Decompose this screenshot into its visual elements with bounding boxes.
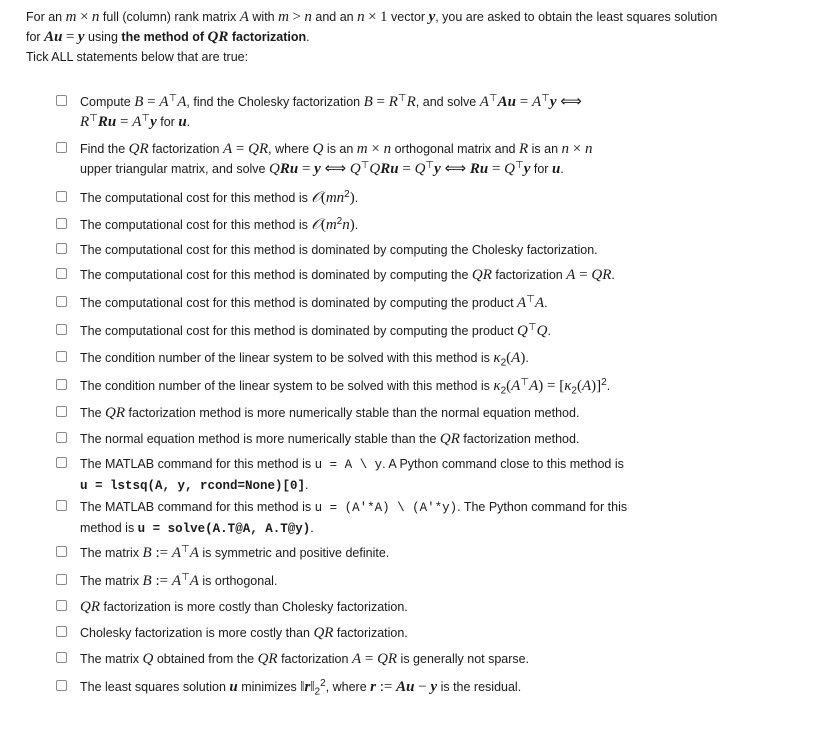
option-text-part: ⊤: [89, 112, 98, 124]
option-text-part: (: [506, 378, 512, 394]
option-text-part: Q: [349, 161, 361, 177]
option-text-part: Q: [414, 161, 426, 177]
option-text-part: ⟺: [320, 161, 350, 177]
option-text-part: The matrix: [80, 652, 143, 666]
option-text-part: .: [186, 115, 191, 129]
option-text-part: A: [132, 114, 142, 130]
intro-instruction: Tick ALL statements below that are true:: [26, 50, 249, 64]
option-text-part: ⟺: [440, 161, 470, 177]
option-text-part: .: [354, 191, 359, 205]
checkbox[interactable]: [56, 296, 67, 307]
option-text-part: QR: [591, 267, 612, 283]
option-text-part: u: [178, 114, 187, 130]
option-text-part: 2: [571, 385, 577, 397]
option-text-part: factorization: [491, 268, 567, 282]
option-text-part: Q: [504, 161, 515, 177]
checkbox[interactable]: [56, 218, 67, 229]
option-text-part: κ: [493, 378, 501, 394]
option-text-part: ⊤: [526, 293, 535, 305]
option-text-part: , and solve: [415, 95, 480, 109]
option-text-part: ): [349, 217, 355, 233]
option-text-part: A: [189, 545, 199, 561]
option-text-part: 2: [500, 357, 507, 369]
option-text-part: ⊤: [141, 112, 151, 124]
option-text-part: QR: [439, 431, 460, 447]
option-text-part: The computational cost for this method is dominated by computing the product: [80, 324, 518, 338]
option-text-part: Au: [497, 94, 516, 110]
checkbox[interactable]: [56, 500, 67, 511]
option-text-part: R: [80, 114, 90, 130]
option-text-part: . The Python command for this: [457, 500, 628, 514]
option-text-part: A: [351, 651, 362, 667]
option-text-part: Q: [312, 141, 324, 157]
checkbox[interactable]: [56, 268, 67, 279]
option-text-part: A: [511, 350, 521, 366]
option-text-part: The computational cost for this method is dominated by computing the: [80, 268, 472, 282]
option-text-part: =: [515, 94, 532, 110]
option-text-part: 𝒪: [311, 217, 321, 233]
option-text-part: ‖: [300, 679, 305, 695]
option-text-part: A: [511, 378, 521, 394]
checkbox[interactable]: [56, 457, 67, 468]
option-text-part: The least squares solution: [80, 680, 230, 694]
checkbox[interactable]: [56, 379, 67, 390]
option-text-part: m: [325, 217, 337, 233]
option-text-part: The computational cost for this method is: [80, 191, 312, 205]
checkbox[interactable]: [56, 626, 67, 637]
option-text-part: Au: [396, 679, 415, 695]
option-text-part: R: [406, 94, 416, 110]
checkbox[interactable]: [56, 652, 67, 663]
option-text-part: Q: [268, 161, 280, 177]
option-text-part: B: [142, 545, 152, 561]
checkbox[interactable]: [56, 432, 67, 443]
checkbox[interactable]: [56, 600, 67, 611]
option-text-part: Ru: [380, 161, 399, 177]
question-intro: [26, 7, 806, 67]
option-text-part: The condition number of the linear system to be solved with this method is: [80, 351, 494, 365]
option-text-part: n: [383, 141, 392, 157]
option-text-part: for: [530, 162, 552, 176]
option-text-part: A: [159, 94, 169, 110]
option-text-part: =: [116, 114, 133, 130]
option-text-part: −: [414, 679, 431, 695]
option-text-part: factorization.: [333, 626, 408, 640]
option-text-part: u = (A'*A) \ (A'*y): [314, 501, 458, 515]
option-text-part: ‖: [310, 679, 315, 695]
option-text-part: ⟺: [556, 94, 582, 110]
option-text-part: obtained from the: [153, 652, 258, 666]
option-text-part: ⊤: [181, 571, 190, 583]
option-text-part: n: [342, 217, 350, 233]
option-text-part: The computational cost for this method is: [80, 218, 312, 232]
option-text-part: is the residual.: [437, 680, 522, 694]
option-text-part: (: [576, 378, 582, 394]
option-text-part: .: [611, 268, 615, 282]
option-text-part: factorization method.: [459, 432, 580, 446]
option-text-part: QR: [105, 405, 126, 421]
option-text-part: method is: [80, 521, 138, 535]
option-text-part: y: [549, 94, 557, 110]
option-text-part: R: [388, 94, 398, 110]
option-text-part: . A Python command close to this method is: [382, 457, 624, 471]
checkbox[interactable]: [56, 351, 67, 362]
option-text-part: 2: [344, 188, 350, 200]
option-text-part: QR: [248, 141, 269, 157]
option-text-part: =: [575, 267, 592, 283]
option-text-part: y: [434, 161, 441, 177]
option-text-part: r: [370, 679, 376, 695]
option-text-part: The condition number of the linear system to be solved with this method is: [80, 379, 494, 393]
option-text-part: ⊤: [397, 92, 407, 104]
option-text-part: , where: [268, 142, 313, 156]
option-text-part: :=: [151, 573, 172, 589]
option-text-part: y: [314, 161, 321, 177]
option-text-part: u: [229, 679, 238, 695]
option-text-part: =: [398, 161, 415, 177]
option-text-part: u: [551, 161, 561, 177]
option-text-part: =: [361, 651, 378, 667]
option-text-part: n: [584, 141, 593, 157]
option-text-part: A: [222, 141, 233, 157]
option-text-part: orthogonal matrix and: [391, 142, 519, 156]
option-text-part: 2: [336, 215, 343, 227]
option-text-part: The: [80, 406, 106, 420]
option-text-part: A: [189, 573, 199, 589]
checkbox[interactable]: [56, 546, 67, 557]
option-text-part: QR: [257, 651, 278, 667]
option-text-part: ⊤: [168, 92, 178, 104]
option-text-part: The MATLAB command for this method is: [80, 457, 315, 471]
option-text-part: A: [529, 378, 539, 394]
option-text-part: 2: [500, 385, 507, 397]
option-text-part: is an: [323, 142, 357, 156]
option-text-part: Find the: [80, 142, 129, 156]
option-text-part: =: [298, 161, 315, 177]
option-text-part: factorization: [148, 142, 223, 156]
option-text-part: Q: [369, 161, 381, 177]
option-text-part: is an: [528, 142, 562, 156]
option-text-part: , where: [325, 680, 371, 694]
checkbox[interactable]: [56, 191, 67, 202]
option-text-part: 2: [320, 677, 326, 689]
option-text-part: ): [349, 190, 355, 206]
option-text-part: The normal equation method is more numerically stable than the: [80, 432, 440, 446]
option-text-part: Ru: [279, 161, 299, 177]
option-text-part: .: [310, 521, 314, 535]
option-text-part: Q: [142, 651, 154, 667]
checkbox[interactable]: [56, 574, 67, 585]
option-text-part: 𝒪: [311, 190, 321, 206]
option-text-part: for: [156, 115, 179, 129]
option-text-part: R: [518, 141, 529, 157]
option-text-part: Q: [536, 323, 548, 339]
option-text-part: u = solve(A.T@A, A.T@y): [137, 522, 311, 536]
option-text-part: The matrix: [80, 574, 143, 588]
option-text-part: QR: [377, 651, 398, 667]
option-text-part: ⊤: [488, 92, 498, 104]
option-text-part: ⊤: [515, 159, 524, 171]
option-text-part: ×: [569, 141, 585, 157]
option-text-part: Q: [517, 323, 528, 339]
option-text-part: n: [561, 141, 569, 157]
option-text-part: ) = [: [538, 378, 565, 394]
option-text-part: is symmetric and positive definite.: [198, 546, 390, 560]
option-text-part: Ru: [469, 161, 489, 177]
option-text-part: r: [304, 679, 311, 695]
option-text-part: factorization: [277, 652, 352, 666]
option-text-part: QR: [80, 599, 100, 615]
intro-line-1: For an m × n full (column) rank matrix A with m > n and an n × 1 vector y, you are asked to obtain the least squares solution: [26, 9, 718, 25]
option-text-part: κ: [564, 378, 572, 394]
option-text-part: u = lstsq(A, y, rcond=None)[0]: [80, 479, 306, 493]
option-text-part: m: [356, 141, 368, 157]
option-text-part: A: [581, 378, 592, 394]
option-text-part: A: [479, 94, 489, 110]
option-text-part: .: [544, 296, 548, 310]
option-text-part: 2: [601, 376, 607, 388]
option-text-part: =: [372, 94, 389, 110]
option-text-part: ⊤: [360, 159, 370, 171]
option-text-part: A: [171, 545, 181, 561]
option-text-part: upper triangular matrix, and solve: [80, 162, 269, 176]
option-text-part: ⊤: [541, 92, 550, 104]
option-text-part: u = A \ y: [314, 458, 383, 472]
option-text-part: , find the Cholesky factorization: [186, 95, 364, 109]
checkbox[interactable]: [56, 95, 67, 106]
checkbox[interactable]: [56, 680, 67, 691]
option-text-part: QR: [471, 267, 492, 283]
option-text-part: The computational cost for this method is dominated by computing the Cholesky factorization.: [80, 243, 598, 257]
option-text-part: 2: [314, 686, 321, 698]
option-text-part: y: [523, 161, 531, 177]
option-text-part: A: [531, 94, 542, 110]
option-text-part: A: [517, 295, 527, 311]
option-text-part: y: [150, 114, 157, 130]
option-text-part: ⊤: [520, 376, 530, 388]
option-text-part: A: [171, 573, 181, 589]
option-text-part: :=: [151, 545, 172, 561]
option-text-part: Ru: [97, 114, 117, 130]
option-text-part: .: [547, 324, 551, 338]
intro-line-2: for Au = y using the method of QR factorization.: [26, 29, 310, 45]
option-text-part: factorization method is more numerically stable than the normal equation method.: [125, 406, 580, 420]
option-text-part: .: [525, 351, 529, 365]
option-text-part: QR: [128, 141, 149, 157]
option-text-part: :=: [375, 679, 397, 695]
option-text-part: =: [488, 161, 505, 177]
option-text-part: ⊤: [527, 321, 537, 333]
option-text-part: QR: [313, 625, 334, 641]
checkbox[interactable]: [56, 243, 67, 254]
option-text-part: κ: [493, 350, 501, 366]
option-text-part: A: [566, 267, 576, 283]
option-text-part: ×: [367, 141, 384, 157]
option-text-part: ): [520, 350, 526, 366]
checkbox[interactable]: [56, 142, 67, 153]
option-text-part: is generally not sparse.: [397, 652, 530, 666]
option-text-part: The matrix: [80, 546, 143, 560]
option-text-part: .: [606, 379, 611, 393]
option-text-part: (: [320, 217, 326, 233]
checkbox[interactable]: [56, 324, 67, 335]
option-text-part: A: [177, 94, 187, 110]
option-text-part: is orthogonal.: [198, 574, 278, 588]
option-text-part: A: [534, 295, 545, 311]
option-text-part: B: [142, 573, 152, 589]
option-text-part: .: [354, 218, 359, 232]
option-text-part: ⊤: [425, 159, 435, 171]
option-text-part: .: [305, 478, 309, 492]
option-text-part: Compute: [80, 95, 135, 109]
option-text-part: minimizes: [237, 680, 301, 694]
option-text-part: The computational cost for this method is dominated by computing the product: [80, 296, 518, 310]
option-text-part: =: [232, 141, 249, 157]
option-text-part: y: [430, 679, 438, 695]
option-text-part: (: [506, 350, 512, 366]
option-text-part: ⊤: [181, 543, 190, 555]
option-text-part: mn: [325, 190, 345, 206]
option-text-part: B: [363, 94, 373, 110]
option-text-part: Cholesky factorization is more costly than: [80, 626, 314, 640]
checkbox[interactable]: [56, 406, 67, 417]
option-text-part: The MATLAB command for this method is: [80, 500, 315, 514]
option-text-part: .: [560, 162, 564, 176]
option-text-part: (: [320, 190, 326, 206]
option-text-part: factorization is more costly than Cholesky factorization.: [100, 600, 408, 614]
option-text-part: )]: [591, 378, 602, 394]
option-text-part: =: [143, 94, 160, 110]
option-text-part: B: [134, 94, 144, 110]
